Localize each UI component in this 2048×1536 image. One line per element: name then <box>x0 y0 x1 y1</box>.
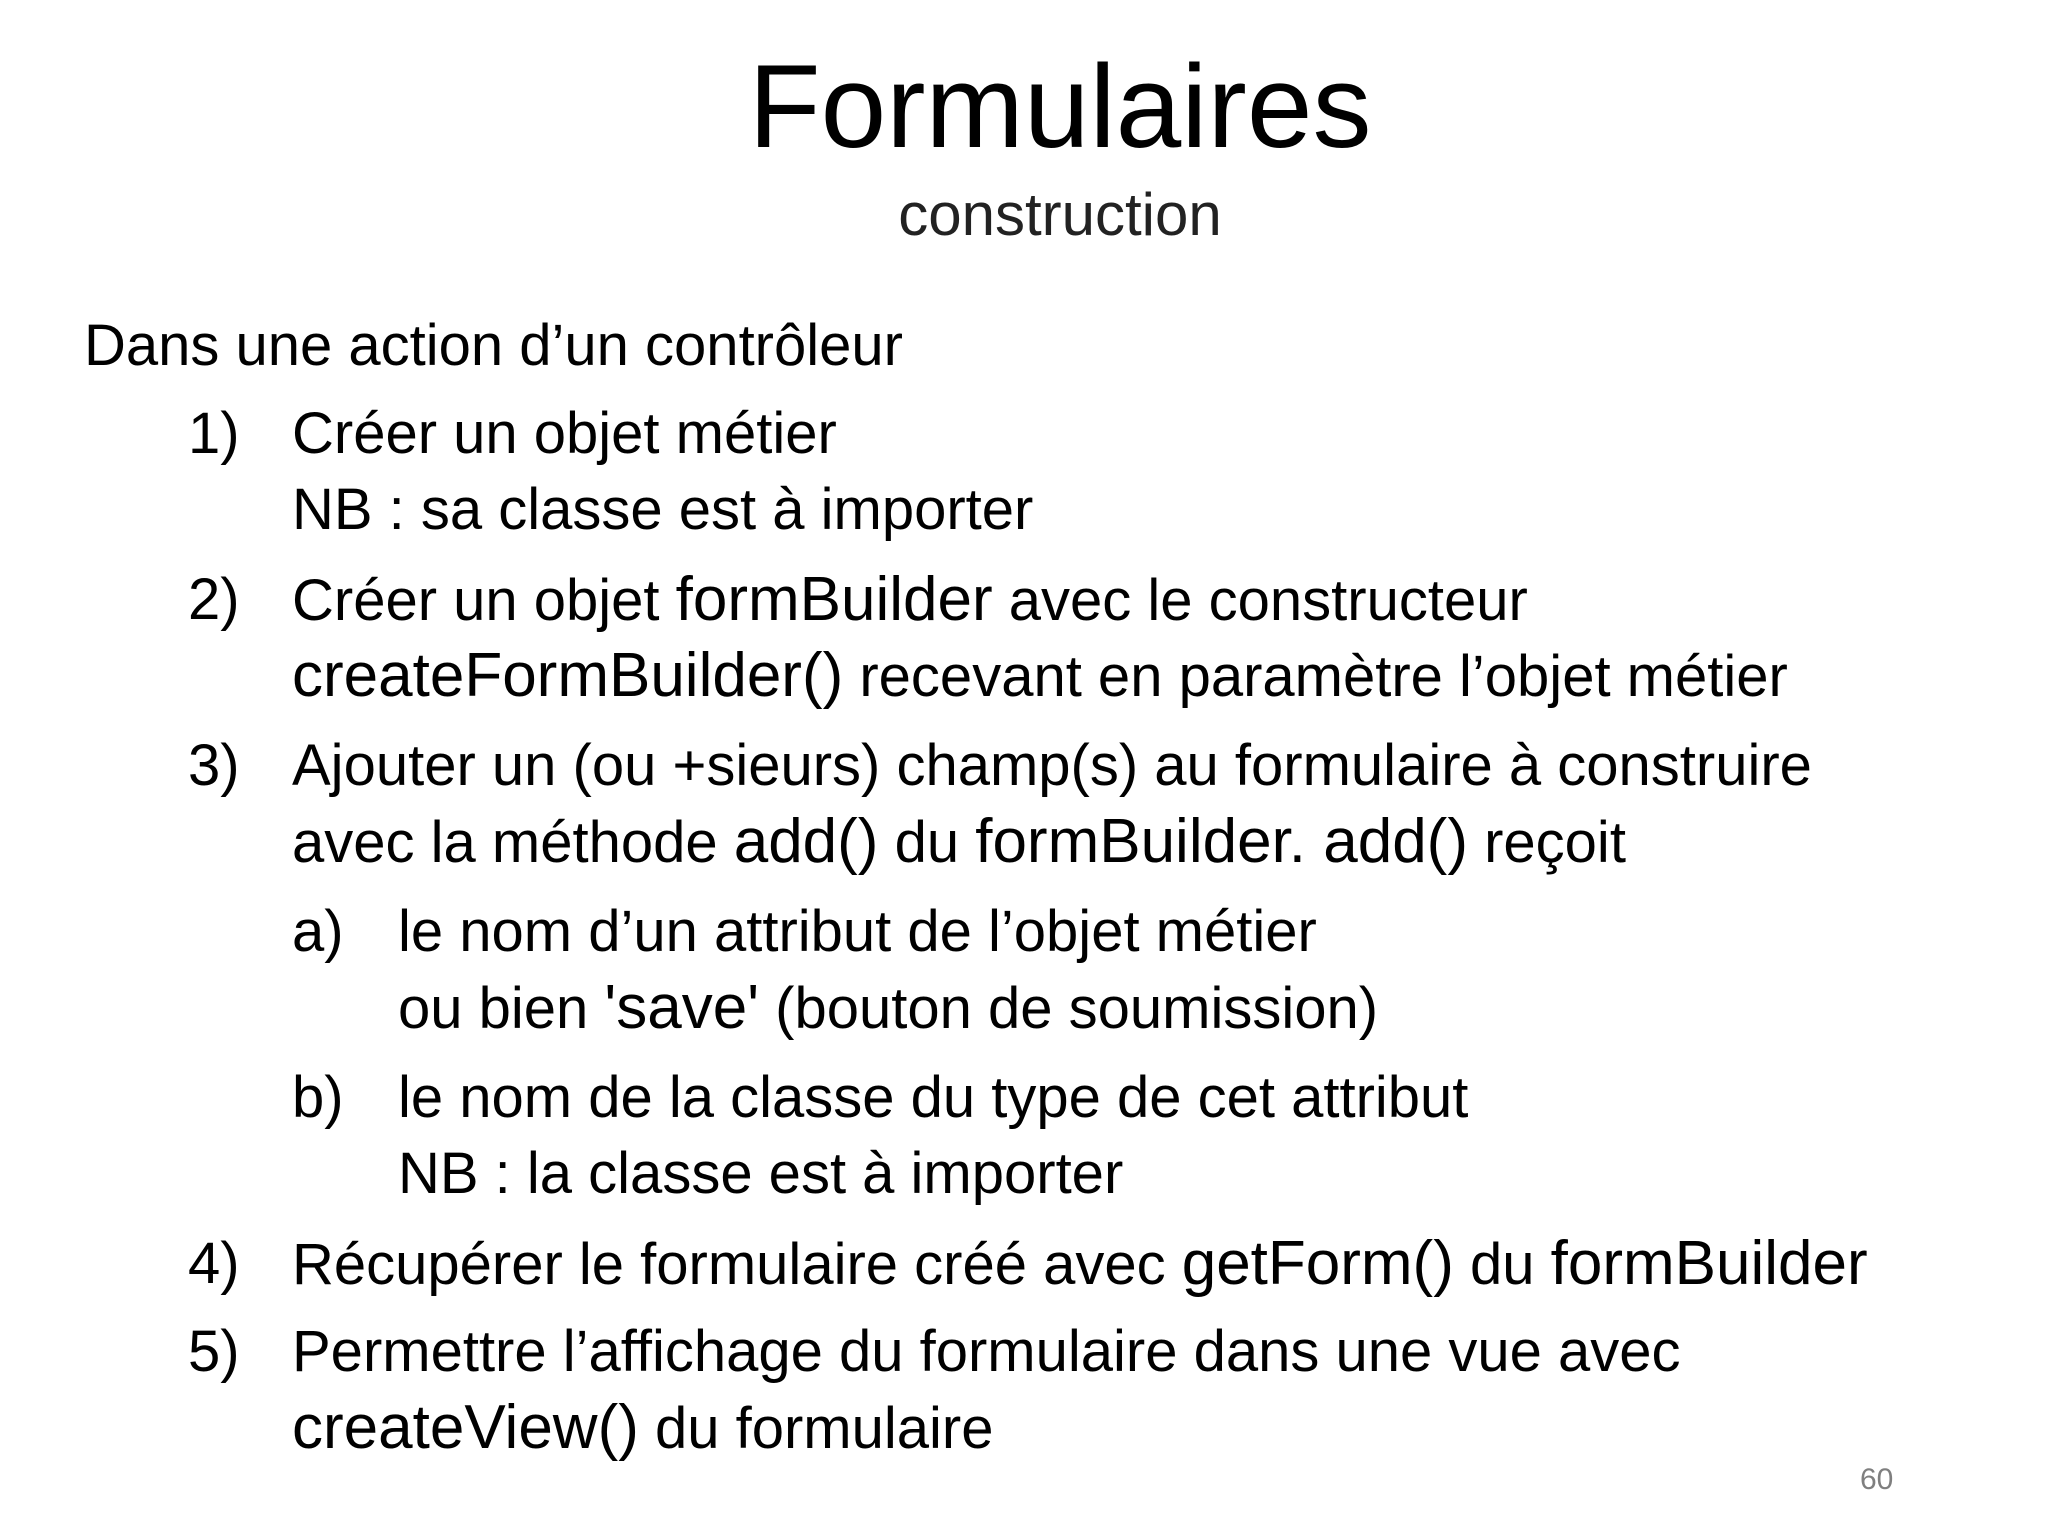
step-5-number: 5) <box>188 1319 240 1384</box>
step-4-number: 4) <box>188 1231 240 1296</box>
step-3-code-add: add() <box>733 807 879 876</box>
step-3-code-formbuilder-add: formBuilder. add() <box>975 807 1468 876</box>
step-2-line-1 <box>292 564 1528 637</box>
step-3a-line-1: le nom d’un attribut de l’objet métier <box>398 899 1317 964</box>
step-4-code-formbuilder: formBuilder <box>1550 1229 1868 1298</box>
step-1-line-1: Créer un objet métier <box>292 401 837 466</box>
page-number: 60 <box>1860 1463 1894 1496</box>
intro-text: Dans une action d’un contrôleur <box>84 313 903 378</box>
step-1-number: 1) <box>188 401 240 466</box>
step-3a-letter: a) <box>292 899 344 964</box>
step-3b-line-1: le nom de la classe du type de cet attribut <box>398 1065 1469 1130</box>
step-3-text-c: reçoit <box>1467 810 1626 875</box>
slide-title: Formulaires <box>748 41 1372 173</box>
step-4-line-1 <box>292 1228 1868 1301</box>
slide-subtitle: construction <box>898 181 1222 248</box>
step-3-text-a: avec la méthode <box>292 810 734 875</box>
step-4-text-b: du <box>1453 1232 1551 1297</box>
step-2-text-b: avec le constructeur <box>992 568 1528 633</box>
step-5-line-2 <box>292 1392 993 1465</box>
step-3-line-2 <box>292 806 1626 879</box>
step-3-text-b: du <box>878 810 976 875</box>
step-3a-text-b: (bouton de soumission) <box>759 976 1379 1041</box>
step-3a-line-2 <box>398 972 1378 1045</box>
step-5-text-b: du formulaire <box>638 1396 994 1461</box>
step-5-line-1: Permettre l’affichage du formulaire dans une vue avec <box>292 1319 1681 1384</box>
step-3a-code-save: 'save' <box>604 973 760 1042</box>
step-2-number: 2) <box>188 567 240 632</box>
step-2-line-2 <box>292 640 1788 713</box>
step-3-number: 3) <box>188 733 240 798</box>
step-2-code-createformbuilder: createFormBuilder() <box>292 641 844 710</box>
step-2-code-formbuilder: formBuilder <box>675 565 993 634</box>
step-1-line-2: NB : sa classe est à importer <box>292 477 1034 542</box>
step-5-code-createview: createView() <box>292 1393 639 1462</box>
step-3b-line-2: NB : la classe est à importer <box>398 1141 1124 1206</box>
step-3b-letter: b) <box>292 1065 344 1130</box>
step-3a-text-a: ou bien <box>398 976 605 1041</box>
step-2-text-c: recevant en paramètre l’objet métier <box>843 644 1788 709</box>
step-4-code-getform: getForm() <box>1181 1229 1454 1298</box>
step-2-text-a: Créer un objet <box>292 568 676 633</box>
step-4-text-a: Récupérer le formulaire créé avec <box>292 1232 1182 1297</box>
step-3-line-1: Ajouter un (ou +sieurs) champ(s) au formulaire à construire <box>292 733 1812 798</box>
